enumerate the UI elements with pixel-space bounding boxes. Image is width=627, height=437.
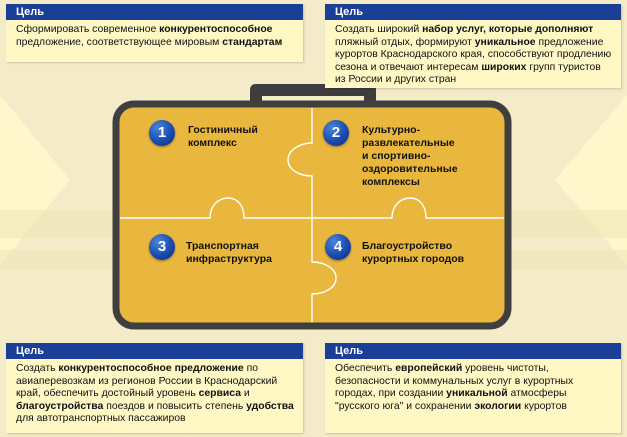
goal-text-emphasis: удобства bbox=[246, 400, 294, 412]
goal-text-run: уровень чистоты, безопасности и коммунальных услуг в курортных городах, при создании bbox=[335, 363, 574, 400]
goal-text-run: и bbox=[241, 388, 250, 400]
goal-header: Цель bbox=[325, 343, 621, 359]
goal-box-bottom-right bbox=[325, 343, 621, 433]
goal-text-run: поездов и повысить степень bbox=[103, 400, 247, 412]
goal-text-run: Создать широкий bbox=[335, 24, 423, 35]
goal-box-top-right bbox=[325, 4, 621, 88]
goal-box-bottom-left bbox=[6, 343, 303, 433]
goal-text-emphasis: уникальной bbox=[446, 388, 508, 400]
goal-text-run: Создать bbox=[16, 363, 59, 374]
goal-header: Цель bbox=[325, 4, 621, 20]
goal-text-top-left bbox=[6, 20, 303, 49]
goal-text-top-right bbox=[325, 20, 621, 87]
goal-text-emphasis: широких bbox=[481, 61, 527, 73]
goal-text-emphasis: набор услуг, которые дополняют bbox=[422, 24, 594, 35]
goal-text-bottom-left bbox=[6, 359, 303, 426]
goal-text-run: групп туристов из России и других стран bbox=[335, 61, 601, 86]
goal-text-bottom-right bbox=[325, 359, 621, 413]
goal-header: Цель bbox=[6, 4, 303, 20]
piece-label-culture-sport: Культурно- развлекательные и спортивно- оздоровительные комплексы bbox=[362, 124, 458, 188]
goal-text-run: Обеспечить bbox=[335, 363, 396, 374]
goal-text-run: предложение, соответствующее мировым bbox=[16, 36, 223, 48]
piece-label-hotel: Гостиничный комплекс bbox=[188, 124, 258, 149]
goal-text-run: атмосферы "русского юга" и сохранении bbox=[335, 388, 567, 412]
goal-text-emphasis: конкурентоспособное предложение bbox=[58, 363, 244, 374]
piece-number-badge: 4 bbox=[325, 234, 351, 260]
piece-number-badge: 2 bbox=[323, 120, 349, 146]
goal-text-emphasis: благоустройства bbox=[16, 400, 104, 412]
piece-number-badge: 1 bbox=[149, 120, 175, 146]
piece-label-transport: Транспортная инфраструктура bbox=[186, 240, 272, 265]
goal-text-run: курортов bbox=[521, 400, 567, 412]
goal-text-emphasis: экологии bbox=[474, 400, 522, 412]
goal-text-run: предложение курортов Краснодарского края, способствуют продлению сезона и отвечают интересам bbox=[335, 36, 612, 73]
piece-number-badge: 3 bbox=[149, 234, 175, 260]
goal-text-emphasis: стандартам bbox=[222, 36, 283, 48]
goal-text-run: пляжный отдых, формируют bbox=[335, 36, 475, 48]
piece-label-improvement: Благоустройство курортных городов bbox=[362, 240, 465, 265]
goal-text-run: по авиаперевозкам из регионов России в Краснодарский край, обеспечить достойный уровень bbox=[16, 363, 278, 400]
goal-text-emphasis: сервиса bbox=[198, 388, 241, 400]
goal-text-run: Сформировать современное bbox=[16, 24, 160, 35]
goal-text-emphasis: европейский bbox=[395, 363, 463, 374]
goal-header: Цель bbox=[6, 343, 303, 359]
goal-text-emphasis: конкурентоспособное bbox=[159, 24, 273, 35]
goal-text-run: для автотранспортных пассажиров bbox=[16, 413, 186, 425]
goal-box-top-left bbox=[6, 4, 303, 62]
goal-text-emphasis: уникальное bbox=[474, 36, 536, 48]
